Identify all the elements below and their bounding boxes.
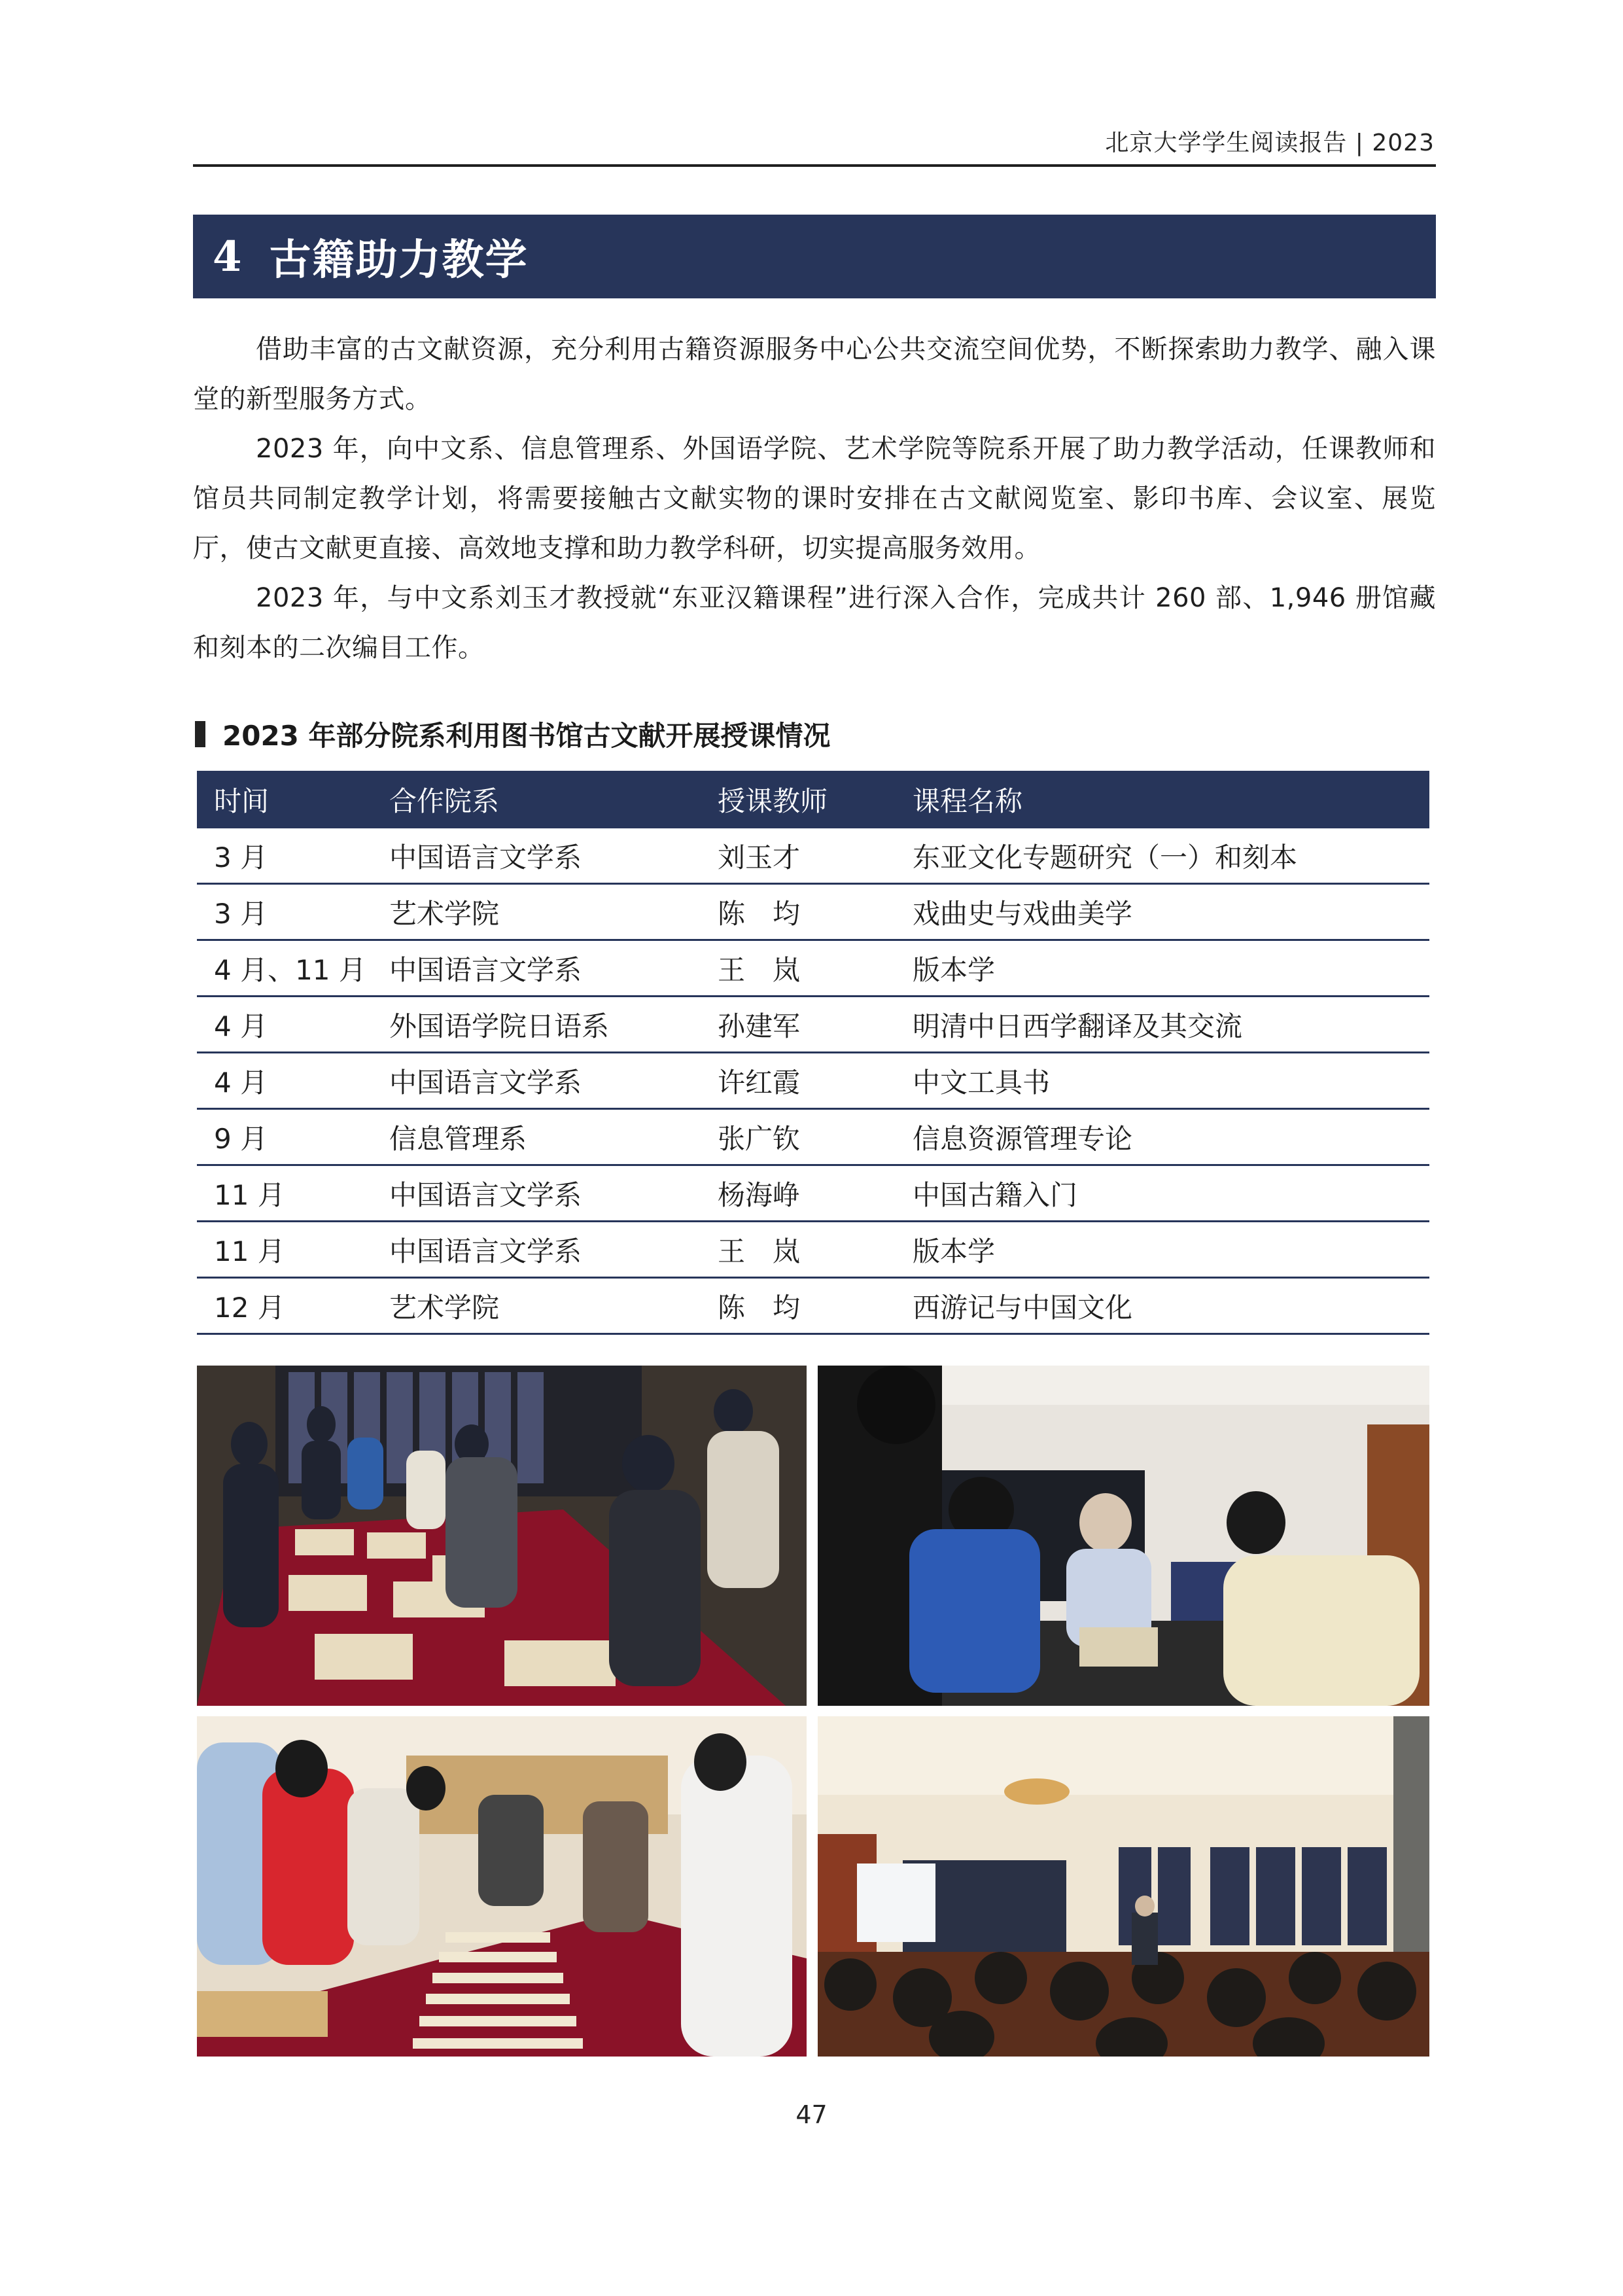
cell-time: 12 月 <box>197 1278 372 1334</box>
cell-teacher: 陈 均 <box>701 1278 896 1334</box>
table-row <box>197 1278 1429 1334</box>
table-row <box>197 940 1429 997</box>
cell-course: 版本学 <box>896 940 1429 997</box>
cell-department: 信息管理系 <box>372 1109 701 1165</box>
cell-teacher: 王 岚 <box>701 1222 896 1278</box>
photo-scroll-viewing <box>197 1716 807 2057</box>
section-title-bar <box>193 215 1436 298</box>
table-row <box>197 884 1429 940</box>
section-title: 古籍助力教学 <box>269 236 529 285</box>
cell-course: 戏曲史与戏曲美学 <box>896 884 1429 940</box>
cell-time: 4 月 <box>197 1053 372 1109</box>
cell-department: 中国语言文学系 <box>372 1053 701 1109</box>
paragraph-3: 2023 年，与中文系刘玉才教授就“东亚汉籍课程”进行深入合作，完成共计 260 部、1,946 册馆藏和刻本的二次编目工作。 <box>193 583 1436 663</box>
cell-teacher: 王 岚 <box>701 940 896 997</box>
cell-course: 中国古籍入门 <box>896 1165 1429 1222</box>
table-row <box>197 1165 1429 1222</box>
table-caption-text: 2023 年部分院系利用图书馆古文献开展授课情况 <box>222 720 831 752</box>
header-course: 课程名称 <box>896 771 1429 828</box>
photo-book-table-viewing <box>197 1366 807 1706</box>
cell-time: 3 月 <box>197 884 372 940</box>
table-row <box>197 1053 1429 1109</box>
caption-marker <box>195 721 205 747</box>
cell-teacher: 陈 均 <box>701 884 896 940</box>
photo-professor-teaching <box>818 1366 1429 1706</box>
cell-time: 3 月 <box>197 828 372 884</box>
table-row <box>197 1109 1429 1165</box>
cell-time: 11 月 <box>197 1165 372 1222</box>
cell-department: 艺术学院 <box>372 884 701 940</box>
table-caption <box>195 715 831 754</box>
cell-teacher: 孙建军 <box>701 997 896 1053</box>
cell-department: 中国语言文学系 <box>372 1165 701 1222</box>
photo-lecture-reading-room <box>818 1716 1429 2057</box>
cell-department: 外国语学院日语系 <box>372 997 701 1053</box>
cell-course: 东亚文化专题研究（一）和刻本 <box>896 828 1429 884</box>
cell-teacher: 许红霞 <box>701 1053 896 1109</box>
cell-teacher: 杨海峥 <box>701 1165 896 1222</box>
cell-course: 版本学 <box>896 1222 1429 1278</box>
header-teacher: 授课教师 <box>701 771 896 828</box>
cell-teacher: 张广钦 <box>701 1109 896 1165</box>
cell-department: 中国语言文学系 <box>372 1222 701 1278</box>
running-header: 北京大学学生阅读报告 | 2023 <box>1105 130 1435 156</box>
header-department: 合作院系 <box>372 771 701 828</box>
cell-department: 中国语言文学系 <box>372 940 701 997</box>
header-rule <box>193 164 1436 167</box>
page-number: 47 <box>795 2100 828 2129</box>
paragraph-1: 借助丰富的古文献资源，充分利用古籍资源服务中心公共交流空间优势，不断探索助力教学、融入课堂的新型服务方式。 <box>193 334 1436 414</box>
cell-time: 4 月 <box>197 997 372 1053</box>
cell-time: 11 月 <box>197 1222 372 1278</box>
cell-teacher: 刘玉才 <box>701 828 896 884</box>
cell-course: 西游记与中国文化 <box>896 1278 1429 1334</box>
table-row <box>197 828 1429 884</box>
cell-course: 信息资源管理专论 <box>896 1109 1429 1165</box>
table-row <box>197 1222 1429 1278</box>
cell-department: 中国语言文学系 <box>372 828 701 884</box>
paragraph-2: 2023 年，向中文系、信息管理系、外国语学院、艺术学院等院系开展了助力教学活动，任课教师和馆员共同制定教学计划，将需要接触古文献实物的课时安排在古文献阅览室、影印书库、会议室、展览厅，使古文献更直接、高效地支撑和助力教学科研，切实提高服务效用。 <box>193 434 1436 563</box>
cell-time: 9 月 <box>197 1109 372 1165</box>
table-row <box>197 997 1429 1053</box>
courses-table <box>197 771 1429 1335</box>
header-time: 时间 <box>197 771 372 828</box>
cell-department: 艺术学院 <box>372 1278 701 1334</box>
table-header-row <box>197 771 1429 828</box>
cell-course: 中文工具书 <box>896 1053 1429 1109</box>
cell-time: 4 月、11 月 <box>197 940 372 997</box>
section-number: 4 <box>213 232 243 281</box>
cell-course: 明清中日西学翻译及其交流 <box>896 997 1429 1053</box>
